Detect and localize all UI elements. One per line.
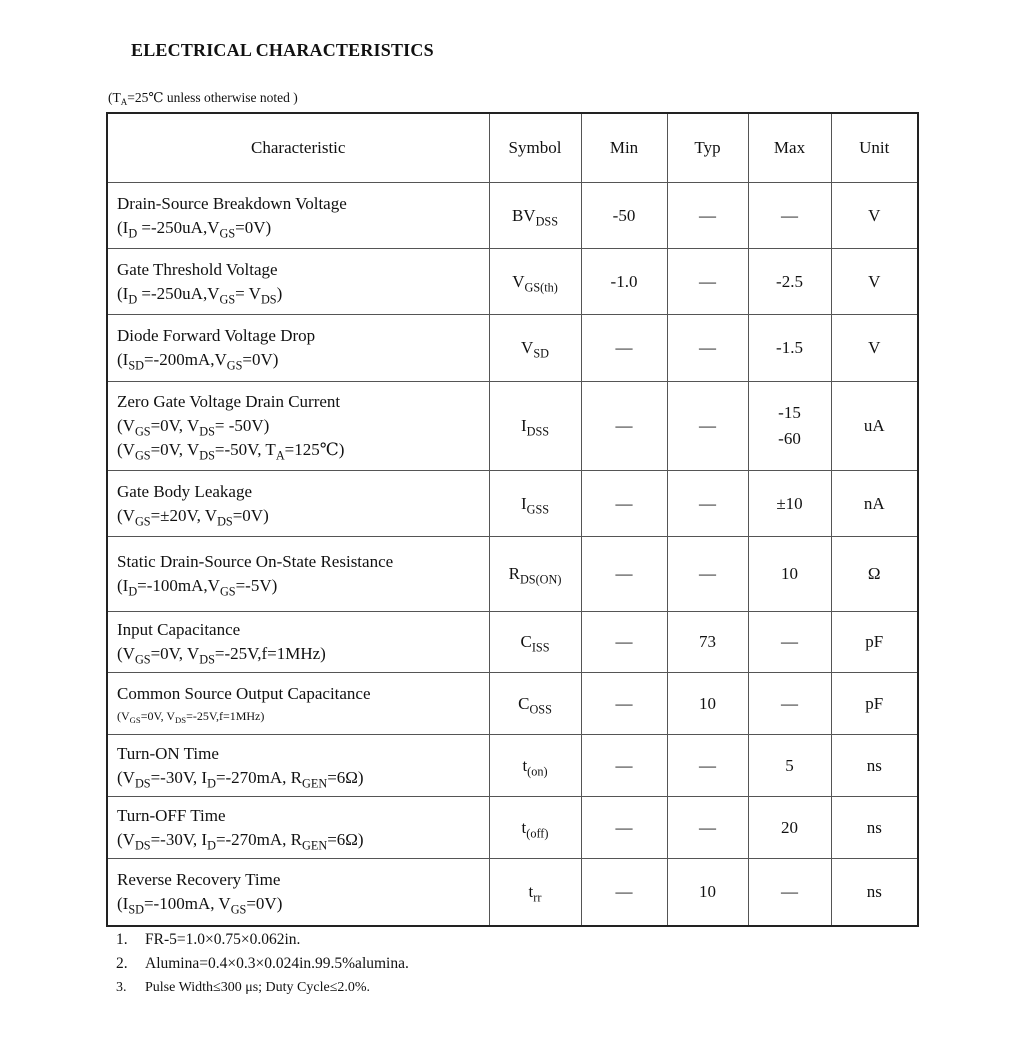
max-cell [748, 612, 831, 673]
table-row [107, 735, 918, 797]
min-cell: — [581, 859, 667, 926]
max-value: — [781, 693, 798, 713]
max-cell [748, 471, 831, 537]
max-value: — [781, 205, 798, 225]
symbol-cell: $C_{OSS}$ [489, 673, 581, 735]
typ-cell: 73 [667, 612, 748, 673]
characteristic-name: Diode Forward Voltage Drop [117, 326, 316, 345]
table-row [107, 537, 918, 612]
characteristic-condition: $(I_D=-100mA,V_{GS}=-5V)$ [117, 576, 278, 599]
note-number: 2. [116, 955, 128, 972]
min-cell: — [581, 382, 667, 471]
header-max: Max [748, 113, 831, 183]
characteristic-condition: ($I_{SD}=-100mA$, $V_{GS}=0V$) [117, 893, 283, 917]
unit-cell: ns [831, 735, 918, 797]
min-cell: — [581, 735, 667, 797]
min-cell: — [581, 612, 667, 673]
unit-cell: uA [831, 382, 918, 471]
characteristic-name: Gate Threshold Voltage [117, 259, 278, 279]
header-characteristic: Characteristic [107, 113, 489, 183]
note-text: FR-5=1.0×0.75×0.062in. [145, 931, 301, 948]
characteristic-cell [107, 315, 489, 382]
max-cell [748, 315, 831, 382]
header-symbol: Symbol [489, 113, 581, 183]
characteristic-condition: ($V_{GS}=0V$, $V_{DS}=-25V,f=1MHz$) [117, 644, 326, 667]
characteristic-name: Turn-OFF Time [117, 805, 226, 825]
typ-cell: 10 [667, 673, 748, 735]
symbol-cell: $V_{GS(th)}$ [489, 249, 581, 315]
max-cell [748, 249, 831, 315]
table-row [107, 612, 918, 673]
max-value: 5 [785, 755, 794, 775]
max-cell [748, 797, 831, 859]
note-text: Pulse Width≤300 μs; Duty Cycle≤2.0%. [145, 980, 371, 995]
characteristic-cell [107, 382, 489, 471]
characteristics-table [106, 112, 919, 927]
characteristic-cell [107, 249, 489, 315]
min-cell: -50 [581, 183, 667, 249]
symbol-cell: $I_{DSS}$ [489, 382, 581, 471]
symbol-cell: $BV_{DSS}$ [489, 183, 581, 249]
table-row [107, 315, 918, 382]
max-cell [748, 183, 831, 249]
min-cell: — [581, 673, 667, 735]
unit-cell: ns [831, 797, 918, 859]
note-item [116, 976, 409, 1000]
symbol-cell: $t_{rr}$ [489, 859, 581, 926]
characteristic-condition: ($V_{GS}=0V$, $V_{DS}=-50V$, $T_A=125℃$) [117, 440, 345, 463]
symbol-cell: $R_{DS(ON)}$ [489, 537, 581, 612]
symbol-cell: $I_{GSS}$ [489, 471, 581, 537]
header-typ: Typ [667, 113, 748, 183]
page-title: ELECTRICAL CHARACTERISTICS [131, 40, 434, 60]
symbol-cell: $C_{ISS}$ [489, 612, 581, 673]
characteristic-condition: ($V_{DS}=-30V$, $I_D=-270mA$, $R_{GEN}=6\Omega$) [117, 767, 364, 790]
characteristic-cell [107, 612, 489, 673]
typ-cell: — [667, 249, 748, 315]
characteristic-cell [107, 735, 489, 797]
min-cell: — [581, 315, 667, 382]
table-row [107, 859, 918, 926]
max-cell [748, 735, 831, 797]
characteristic-name: Static Drain-Source On-State Resistance [117, 552, 394, 571]
min-cell: -1.0 [581, 249, 667, 315]
table-row [107, 249, 918, 315]
min-cell: — [581, 471, 667, 537]
characteristic-condition: $(I_{SD}=-200mA,V_{GS}=0V)$ [117, 350, 279, 373]
notes-list [116, 928, 409, 1000]
characteristic-cell [107, 859, 489, 926]
characteristic-condition: ($V_{GS}=0V$, $V_{DS}=-25V,f=1MHz$) [117, 708, 265, 725]
typ-cell: — [667, 537, 748, 612]
max-value: — [781, 632, 798, 651]
max-value: -60 [778, 429, 801, 448]
characteristic-cell [107, 537, 489, 612]
typ-cell: — [667, 797, 748, 859]
table-row [107, 471, 918, 537]
note-item [116, 928, 409, 952]
max-value: -15 [778, 403, 801, 422]
note-item [116, 952, 409, 976]
unit-cell: V [831, 183, 918, 249]
max-value: — [781, 881, 798, 901]
typ-cell: — [667, 183, 748, 249]
characteristic-condition: $(I_D =-250uA,V_{GS}= V_{DS})$ [117, 283, 283, 306]
characteristic-name: Common Source Output Capacitance [117, 683, 371, 703]
max-cell [748, 537, 831, 612]
typ-cell: — [667, 471, 748, 537]
max-value: -1.5 [776, 338, 803, 357]
note-text: Alumina=0.4×0.3×0.024in.99.5%alumina. [145, 955, 409, 972]
note-number: 1. [116, 931, 128, 948]
table-header-row [107, 113, 918, 183]
characteristic-condition: ($V_{GS}=\pm 20V$, $V_{DS}=0V$) [117, 505, 269, 528]
note-number: 3. [116, 980, 127, 995]
test-conditions: ($T_A=25℃$ unless otherwise noted ) [108, 90, 298, 108]
characteristic-name: Turn-ON Time [117, 743, 219, 763]
header-min: Min [581, 113, 667, 183]
max-value: ±10 [776, 493, 803, 513]
table-row [107, 382, 918, 471]
table-row [107, 797, 918, 859]
unit-cell: Ω [831, 537, 918, 612]
typ-cell: — [667, 382, 748, 471]
max-cell [748, 859, 831, 926]
symbol-cell: $V_{SD}$ [489, 315, 581, 382]
unit-cell: nA [831, 471, 918, 537]
characteristic-name: Gate Body Leakage [117, 481, 252, 501]
min-cell: — [581, 537, 667, 612]
max-cell [748, 673, 831, 735]
characteristic-cell [107, 471, 489, 537]
symbol-cell: $t_{(off)}$ [489, 797, 581, 859]
characteristic-name: Reverse Recovery Time [117, 869, 281, 889]
characteristic-name: Input Capacitance [117, 620, 241, 639]
table-row [107, 183, 918, 249]
unit-cell: pF [831, 673, 918, 735]
characteristic-condition: $(I_D =-250uA,V_{GS}=0V)$ [117, 217, 272, 240]
characteristic-cell [107, 797, 489, 859]
max-value: 20 [781, 817, 798, 837]
typ-cell: — [667, 735, 748, 797]
unit-cell: pF [831, 612, 918, 673]
unit-cell: ns [831, 859, 918, 926]
characteristic-cell [107, 183, 489, 249]
header-unit: Unit [831, 113, 918, 183]
max-value: -2.5 [776, 271, 803, 291]
characteristic-name: Drain-Source Breakdown Voltage [117, 193, 347, 213]
symbol-cell: $t_{(on)}$ [489, 735, 581, 797]
min-cell: — [581, 797, 667, 859]
max-cell [748, 382, 831, 471]
characteristic-condition: ($V_{GS}=0V$, $V_{DS}= -50V$) [117, 416, 270, 439]
characteristic-cell [107, 673, 489, 735]
unit-cell: V [831, 249, 918, 315]
max-value: 10 [781, 564, 798, 583]
typ-cell: 10 [667, 859, 748, 926]
unit-cell: V [831, 315, 918, 382]
typ-cell: — [667, 315, 748, 382]
characteristic-name: Zero Gate Voltage Drain Current [117, 392, 341, 411]
characteristic-condition: ($V_{DS}=-30V$, $I_D=-270mA$, $R_{GEN}=6\Omega$) [117, 829, 364, 852]
table-row [107, 673, 918, 735]
